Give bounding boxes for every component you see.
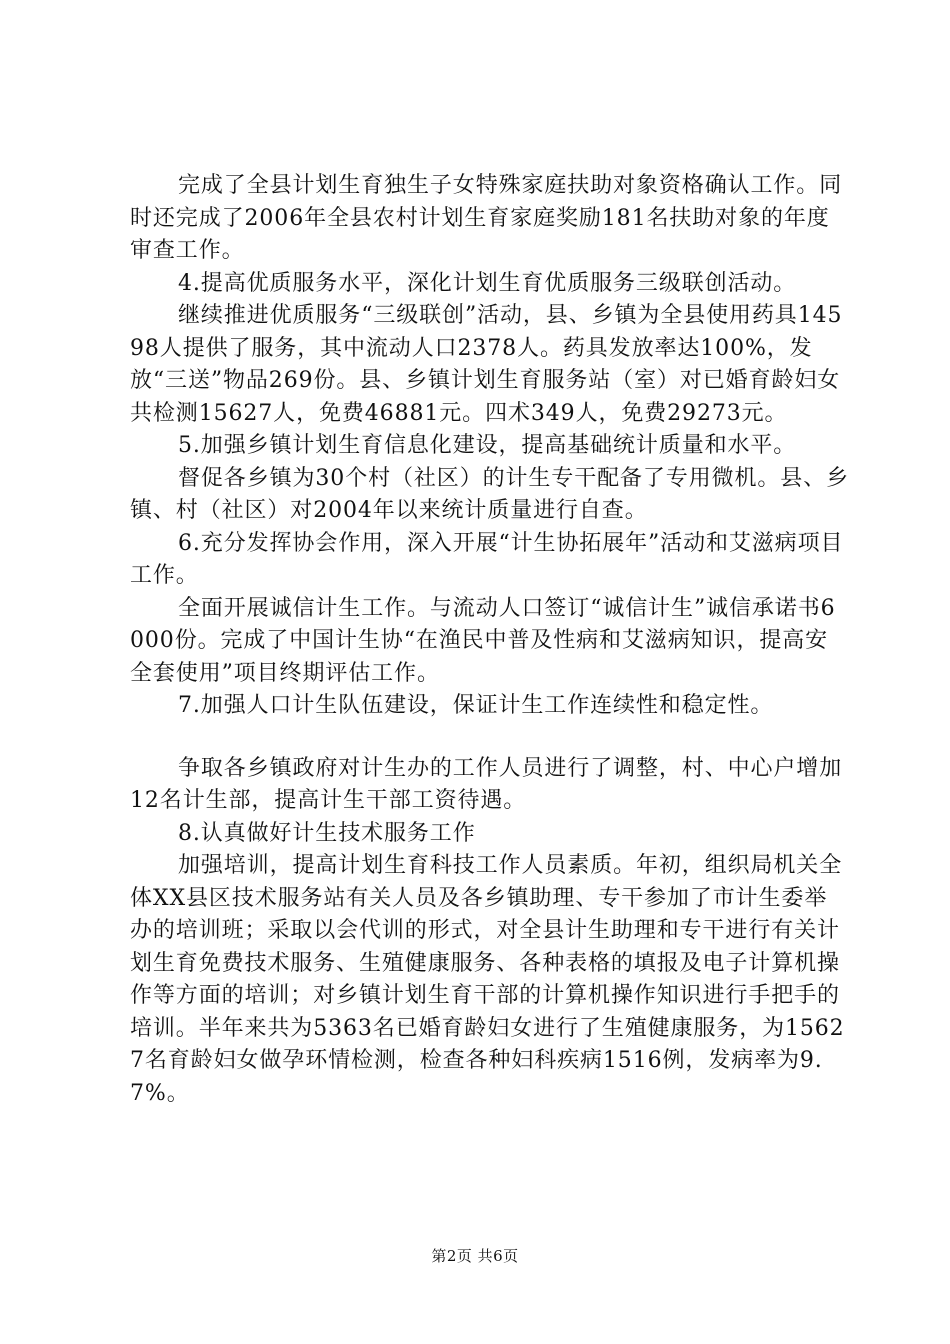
paragraph-special-family-assistance: 完成了全县计划生育独生子女特殊家庭扶助对象资格确认工作。同时还完成了2006年全县农村计划生育家庭奖励181名扶助对象的年度审查工作。 [130,173,843,263]
page-number-footer: 第2页 共6页 [431,1247,519,1265]
document-body [130,170,850,1110]
paragraph-informatization: 督促各乡镇为30个村（社区）的计生专干配备了专用微机。县、乡镇、村（社区）对2004年以来统计质量进行自查。 [130,465,849,523]
heading-item-5: 5.加强乡镇计划生育信息化建设，提高基础统计质量和水平。 [178,433,797,458]
paragraph-training: 加强培训，提高计划生育科技工作人员素质。年初，组织局机关全体XX县区技术服务站有关人员及各乡镇助理、专干参加了市计生委举办的培训班；采取以会代训的形式，对全县计生助理和专干进行有关计划生育免费技术服务、生殖健康服务、各种表格的填报及电子计算机操作等方面的培训；对乡镇计划生育干部的计算机操作知识进行手把手的培训。半年来共为5363名已婚育龄妇女进行了生殖健康服务，为15627名育龄妇女做孕环情检测，检查各种妇科疾病1516例，发病率为9.7%。 [130,853,845,1106]
heading-item-7: 7.加强人口计生队伍建设，保证计生工作连续性和稳定性。 [178,693,774,718]
heading-item-8: 8.认真做好计生技术服务工作 [178,820,476,846]
paragraph-integrity-family-planning: 全面开展诚信计生工作。与流动人口签订“诚信计生”诚信承诺书6000份。完成了中国计生协“在渔民中普及性病和艾滋病知识，提高安全套使用”项目终期评估工作。 [130,595,836,686]
paragraph-three-level-service: 继续推进优质服务“三级联创”活动，县、乡镇为全县使用药具14598人提供了服务，其中流动人口2378人。药具发放率达100%，发放“三送”物品269份。县、乡镇计划生育服务站（室）对已婚育龄妇女共检测15627人，免费46881元。四术349人，免费29273元。 [130,303,843,426]
heading-item-6: 6.充分发挥协会作用，深入开展“计生协拓展年”活动和艾滋病项目工作。 [130,530,844,588]
paragraph-staff-adjustment: 争取各乡镇政府对计生办的工作人员进行了调整，村、中心户增加12名计生部，提高计生干部工资待遇。 [130,755,843,813]
heading-item-4: 4.提高优质服务水平，深化计划生育优质服务三级联创活动。 [178,270,797,296]
paragraph-gap [130,723,850,753]
